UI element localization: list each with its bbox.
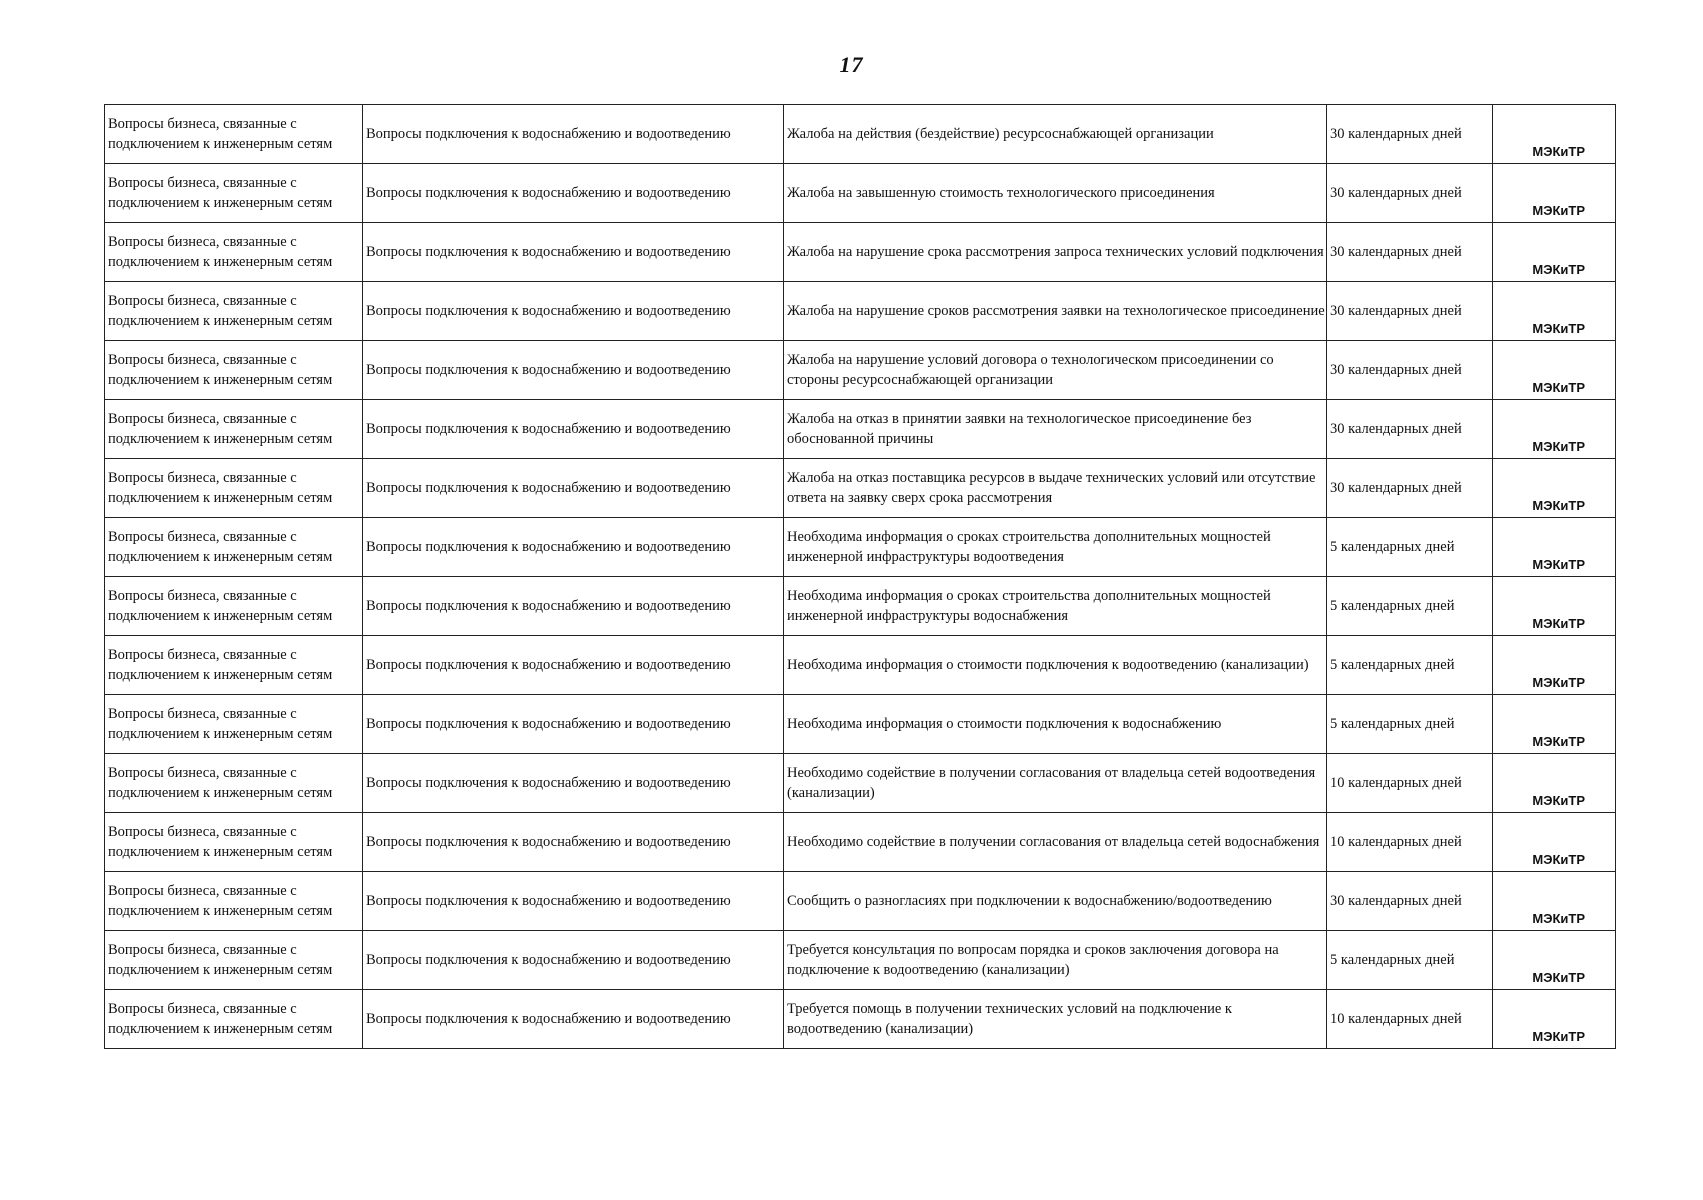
cell-category: Вопросы бизнеса, связанные с подключением к инженерным сетям	[105, 105, 363, 164]
cell-term: 30 календарных дней	[1327, 223, 1493, 282]
cell-topic: Вопросы подключения к водоснабжению и водоотведению	[363, 813, 784, 872]
cell-responsible: МЭКиТР	[1493, 164, 1616, 223]
cell-subject: Жалоба на отказ поставщика ресурсов в выдаче технических условий или отсутствие ответа на заявку сверх срока рассмотрения	[784, 459, 1327, 518]
cell-category: Вопросы бизнеса, связанные с подключением к инженерным сетям	[105, 577, 363, 636]
cell-term: 5 календарных дней	[1327, 577, 1493, 636]
table-row	[105, 400, 1616, 459]
cell-topic: Вопросы подключения к водоснабжению и водоотведению	[363, 636, 784, 695]
cell-responsible: МЭКиТР	[1493, 282, 1616, 341]
table-row	[105, 518, 1616, 577]
cell-term: 30 календарных дней	[1327, 341, 1493, 400]
cell-term: 5 календарных дней	[1327, 931, 1493, 990]
cell-term: 30 календарных дней	[1327, 282, 1493, 341]
cell-responsible: МЭКиТР	[1493, 872, 1616, 931]
cell-responsible: МЭКиТР	[1493, 931, 1616, 990]
table-row	[105, 754, 1616, 813]
cell-topic: Вопросы подключения к водоснабжению и водоотведению	[363, 990, 784, 1049]
cell-subject: Сообщить о разногласиях при подключении к водоснабжению/водоотведению	[784, 872, 1327, 931]
cell-responsible: МЭКиТР	[1493, 341, 1616, 400]
cell-topic: Вопросы подключения к водоснабжению и водоотведению	[363, 341, 784, 400]
cell-topic: Вопросы подключения к водоснабжению и водоотведению	[363, 164, 784, 223]
cell-subject: Необходимо содействие в получении согласования от владельца сетей водоотведения (канализации)	[784, 754, 1327, 813]
cell-subject: Необходима информация о сроках строительства дополнительных мощностей инженерной инфраструктуры водоснабжения	[784, 577, 1327, 636]
table-row	[105, 282, 1616, 341]
cell-topic: Вопросы подключения к водоснабжению и водоотведению	[363, 577, 784, 636]
cell-category: Вопросы бизнеса, связанные с подключением к инженерным сетям	[105, 341, 363, 400]
cell-category: Вопросы бизнеса, связанные с подключением к инженерным сетям	[105, 931, 363, 990]
cell-category: Вопросы бизнеса, связанные с подключением к инженерным сетям	[105, 872, 363, 931]
cell-subject: Требуется консультация по вопросам порядка и сроков заключения договора на подключение к водоотведению (канализации)	[784, 931, 1327, 990]
table-row	[105, 223, 1616, 282]
cell-topic: Вопросы подключения к водоснабжению и водоотведению	[363, 459, 784, 518]
cell-category: Вопросы бизнеса, связанные с подключением к инженерным сетям	[105, 813, 363, 872]
cell-term: 30 календарных дней	[1327, 459, 1493, 518]
cell-term: 5 календарных дней	[1327, 695, 1493, 754]
table-row	[105, 636, 1616, 695]
cell-topic: Вопросы подключения к водоснабжению и водоотведению	[363, 400, 784, 459]
cell-responsible: МЭКиТР	[1493, 990, 1616, 1049]
cell-topic: Вопросы подключения к водоснабжению и водоотведению	[363, 754, 784, 813]
cell-responsible: МЭКиТР	[1493, 105, 1616, 164]
table-row	[105, 990, 1616, 1049]
cell-category: Вопросы бизнеса, связанные с подключением к инженерным сетям	[105, 400, 363, 459]
cell-term: 30 календарных дней	[1327, 164, 1493, 223]
cell-subject: Необходимо содействие в получении согласования от владельца сетей водоснабжения	[784, 813, 1327, 872]
cell-subject: Жалоба на нарушение условий договора о технологическом присоединении со стороны ресурсоснабжающей организации	[784, 341, 1327, 400]
cell-subject: Жалоба на действия (бездействие) ресурсоснабжающей организации	[784, 105, 1327, 164]
cell-responsible: МЭКиТР	[1493, 459, 1616, 518]
cell-topic: Вопросы подключения к водоснабжению и водоотведению	[363, 105, 784, 164]
cell-category: Вопросы бизнеса, связанные с подключением к инженерным сетям	[105, 990, 363, 1049]
table-row	[105, 164, 1616, 223]
cell-term: 5 календарных дней	[1327, 636, 1493, 695]
cell-responsible: МЭКиТР	[1493, 400, 1616, 459]
cell-responsible: МЭКиТР	[1493, 754, 1616, 813]
cell-subject: Необходима информация о сроках строительства дополнительных мощностей инженерной инфраструктуры водоотведения	[784, 518, 1327, 577]
cell-term: 10 календарных дней	[1327, 813, 1493, 872]
document-table	[104, 104, 1616, 1049]
table-row	[105, 459, 1616, 518]
cell-category: Вопросы бизнеса, связанные с подключением к инженерным сетям	[105, 695, 363, 754]
cell-term: 10 календарных дней	[1327, 754, 1493, 813]
table-row	[105, 577, 1616, 636]
cell-subject: Необходима информация о стоимости подключения к водоотведению (канализации)	[784, 636, 1327, 695]
cell-category: Вопросы бизнеса, связанные с подключением к инженерным сетям	[105, 164, 363, 223]
cell-category: Вопросы бизнеса, связанные с подключением к инженерным сетям	[105, 636, 363, 695]
cell-term: 10 календарных дней	[1327, 990, 1493, 1049]
cell-category: Вопросы бизнеса, связанные с подключением к инженерным сетям	[105, 282, 363, 341]
table-row	[105, 695, 1616, 754]
cell-subject: Требуется помощь в получении технических условий на подключение к водоотведению (канализации)	[784, 990, 1327, 1049]
cell-term: 5 календарных дней	[1327, 518, 1493, 577]
cell-topic: Вопросы подключения к водоснабжению и водоотведению	[363, 282, 784, 341]
table-row	[105, 813, 1616, 872]
cell-subject: Жалоба на завышенную стоимость технологического присоединения	[784, 164, 1327, 223]
cell-category: Вопросы бизнеса, связанные с подключением к инженерным сетям	[105, 754, 363, 813]
cell-topic: Вопросы подключения к водоснабжению и водоотведению	[363, 931, 784, 990]
cell-subject: Жалоба на нарушение срока рассмотрения запроса технических условий подключения	[784, 223, 1327, 282]
cell-term: 30 календарных дней	[1327, 400, 1493, 459]
cell-topic: Вопросы подключения к водоснабжению и водоотведению	[363, 695, 784, 754]
cell-subject: Жалоба на отказ в принятии заявки на технологическое присоединение без обоснованной причины	[784, 400, 1327, 459]
cell-topic: Вопросы подключения к водоснабжению и водоотведению	[363, 223, 784, 282]
cell-category: Вопросы бизнеса, связанные с подключением к инженерным сетям	[105, 223, 363, 282]
page-number: 17	[839, 52, 864, 77]
cell-category: Вопросы бизнеса, связанные с подключением к инженерным сетям	[105, 518, 363, 577]
cell-term: 30 календарных дней	[1327, 872, 1493, 931]
cell-responsible: МЭКиТР	[1493, 695, 1616, 754]
cell-topic: Вопросы подключения к водоснабжению и водоотведению	[363, 518, 784, 577]
cell-responsible: МЭКиТР	[1493, 223, 1616, 282]
cell-responsible: МЭКиТР	[1493, 518, 1616, 577]
table-row	[105, 105, 1616, 164]
table-row	[105, 341, 1616, 400]
cell-responsible: МЭКиТР	[1493, 636, 1616, 695]
table-row	[105, 872, 1616, 931]
table-row	[105, 931, 1616, 990]
cell-responsible: МЭКиТР	[1493, 813, 1616, 872]
cell-topic: Вопросы подключения к водоснабжению и водоотведению	[363, 872, 784, 931]
cell-category: Вопросы бизнеса, связанные с подключением к инженерным сетям	[105, 459, 363, 518]
table-body	[105, 105, 1616, 1049]
cell-responsible: МЭКиТР	[1493, 577, 1616, 636]
cell-subject: Необходима информация о стоимости подключения к водоснабжению	[784, 695, 1327, 754]
cell-term: 30 календарных дней	[1327, 105, 1493, 164]
cell-subject: Жалоба на нарушение сроков рассмотрения заявки на технологическое присоединение	[784, 282, 1327, 341]
